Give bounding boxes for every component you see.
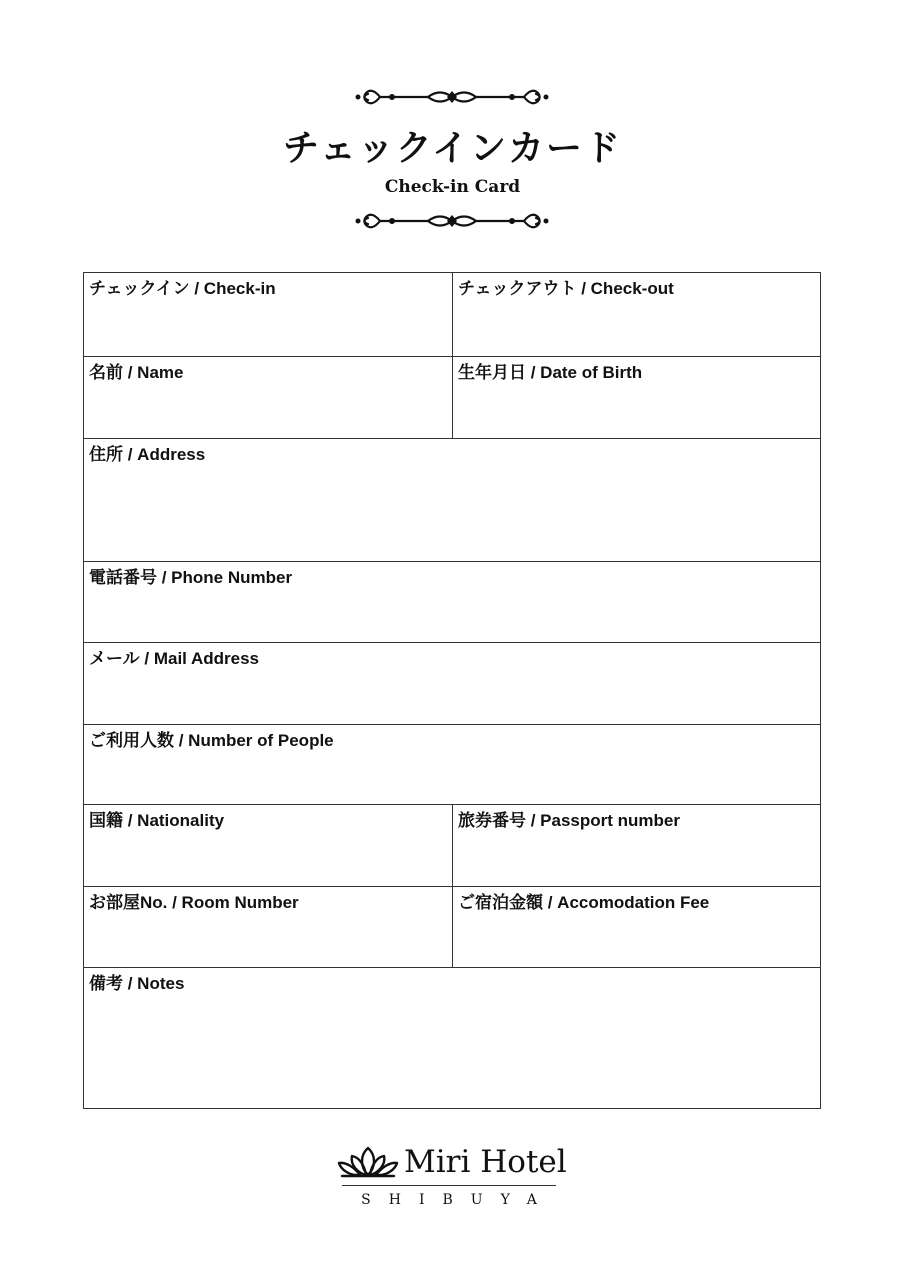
check-out-label: チェックアウト / Check-out [458, 279, 674, 298]
people-field[interactable] [84, 725, 820, 805]
hotel-location: SHIBUYA [361, 1192, 555, 1208]
page-title: チェックインカード [282, 127, 623, 169]
logo-divider [342, 1185, 556, 1186]
lotus-icon [336, 1145, 400, 1179]
bottom-ornament [352, 206, 552, 236]
phone-label: 電話番号 / Phone Number [89, 568, 293, 587]
phone-field[interactable] [84, 562, 820, 643]
room-number-field[interactable] [84, 887, 453, 968]
page-subtitle: Check-in Card [384, 177, 521, 197]
notes-label: 備考 / Notes [89, 974, 185, 993]
check-in-field[interactable] [84, 273, 453, 357]
hotel-name: Miri Hotel [404, 1144, 567, 1180]
address-field[interactable] [84, 439, 820, 562]
name-field[interactable] [84, 357, 453, 439]
passport-label: 旅券番号 / Passport number [458, 811, 680, 830]
hotel-logo [336, 1144, 567, 1213]
check-in-form [83, 272, 821, 1109]
fee-field[interactable] [453, 887, 820, 968]
nationality-label: 国籍 / Nationality [89, 811, 225, 830]
people-label: ご利用人数 / Number of People [89, 731, 334, 750]
name-label: 名前 / Name [89, 363, 184, 382]
mail-label: メール / Mail Address [89, 649, 260, 668]
date-of-birth-label: 生年月日 / Date of Birth [458, 363, 643, 382]
date-of-birth-field[interactable] [453, 357, 820, 439]
passport-field[interactable] [453, 805, 820, 887]
fee-label: ご宿泊金額 / Accomodation Fee [458, 893, 710, 912]
address-label: 住所 / Address [89, 445, 206, 464]
room-number-label: お部屋No. / Room Number [89, 893, 299, 912]
top-ornament [352, 82, 552, 112]
nationality-field[interactable] [84, 805, 453, 887]
notes-field[interactable] [84, 968, 820, 1108]
mail-field[interactable] [84, 643, 820, 725]
check-in-label: チェックイン / Check-in [89, 279, 276, 298]
check-out-field[interactable] [453, 273, 820, 357]
